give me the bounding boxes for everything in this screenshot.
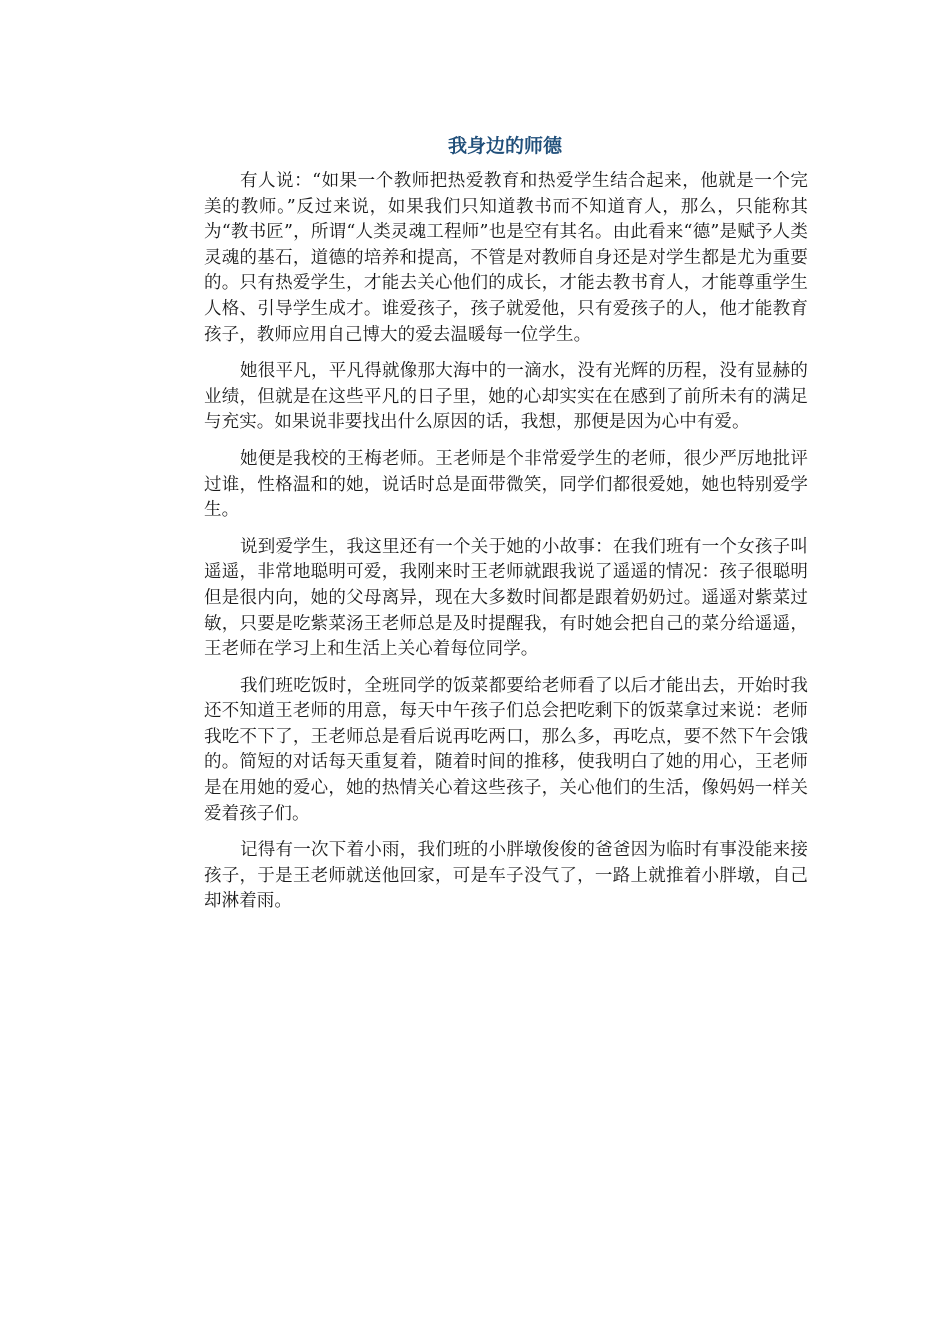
paragraph: 我们班吃饭时，全班同学的饭菜都要给老师看了以后才能出去，开始时我还不知道王老师的用意，每天中午孩子们总会把吃剩下的饭菜拿过来说：老师我吃不下了，王老师总是看后说再吃两口，那么多，再吃点，要不然下午会饿的。简短的对话每天重复着，随着时间的推移，使我明白了她的用心，王老师是在用她的爱心，她的热情关心着这些孩子，关心他们的生活，像妈妈一样关爱着孩子们。	[204, 675, 808, 824]
paragraph: 有人说：“如果一个教师把热爱教育和热爱学生结合起来，他就是一个完美的教师。”反过来说，如果我们只知道教书而不知道育人，那么，只能称其为“教书匠”，所谓“人类灵魂工程师”也是空有其名。由此看来“德”是赋予人类灵魂的基石，道德的培养和提高，不管是对教师自身还是对学生都是尤为重要的。只有热爱学生，才能去关心他们的成长，才能去教书育人，才能尊重学生人格、引导学生成才。谁爱孩子，孩子就爱他，只有爱孩子的人，他才能教育孩子，教师应用自己博大的爱去温暖每一位学生。	[204, 171, 808, 345]
paragraph: 记得有一次下着小雨，我们班的小胖墩俊俊的爸爸因为临时有事没能来接孩子，于是王老师就送他回家，可是车子没气了，一路上就推着小胖墩，自己却淋着雨。	[204, 840, 808, 912]
paragraph: 她很平凡，平凡得就像那大海中的一滴水，没有光辉的历程，没有显赫的业绩，但就是在这些平凡的日子里，她的心却实实在在感到了前所未有的满足与充实。如果说非要找出什么原因的话，我想，那便是因为心中有爱。	[204, 361, 808, 433]
paragraph: 说到爱学生，我这里还有一个关于她的小故事：在我们班有一个女孩子叫遥遥，非常地聪明可爱，我刚来时王老师就跟我说了遥遥的情况：孩子很聪明但是很内向，她的父母离异，现在大多数时间都是跟着奶奶过。遥遥对紫菜过敏，只要是吃紫菜汤王老师总是及时提醒我，有时她会把自己的菜分给遥遥，王老师在学习上和生活上关心着每位同学。	[204, 536, 808, 660]
document-title: 我身边的师德	[447, 135, 562, 157]
paragraph: 她便是我校的王梅老师。王老师是个非常爱学生的老师，很少严厉地批评过谁，性格温和的她，说话时总是面带微笑，同学们都很爱她，她也特别爱学生。	[204, 448, 808, 521]
document-body	[204, 169, 808, 926]
